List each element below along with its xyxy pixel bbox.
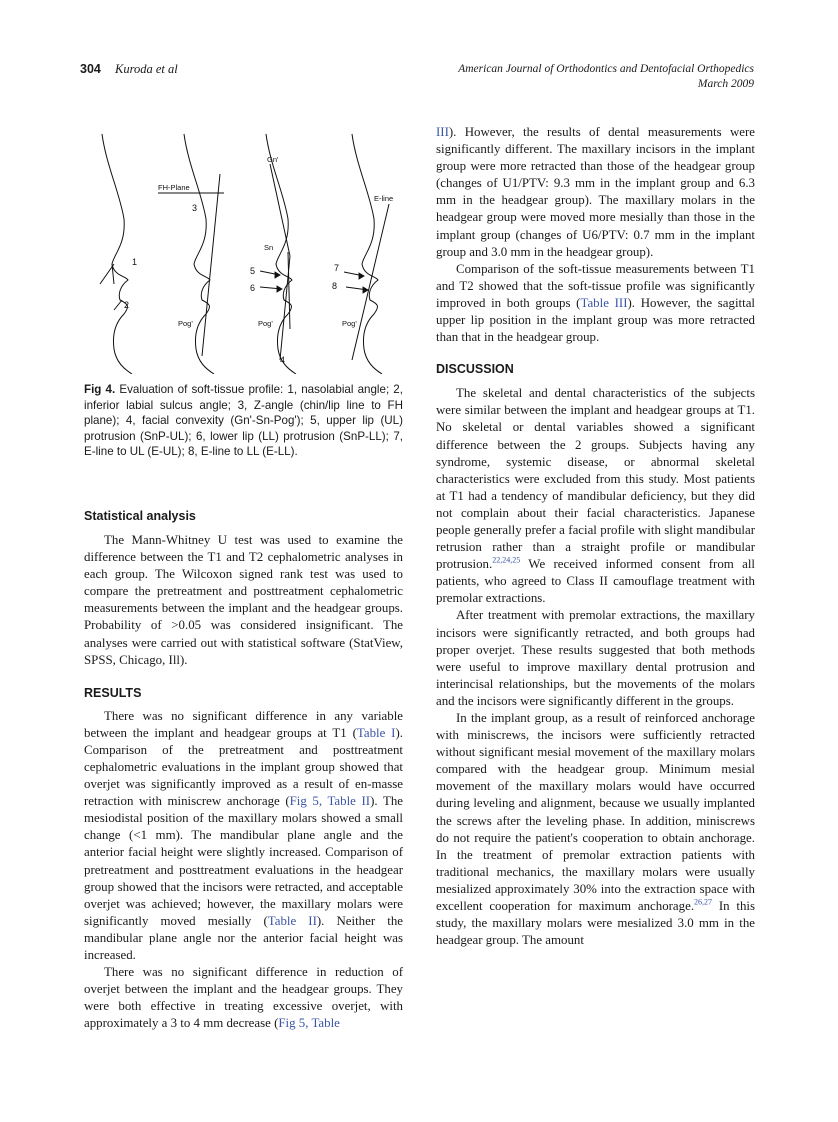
left-column [84, 124, 403, 1033]
ref-fig5-table[interactable]: Fig 5, Table [278, 1016, 340, 1031]
label-num-1: 1 [132, 257, 138, 267]
issue-date: March 2009 [697, 78, 754, 90]
label-num-3: 3 [192, 203, 198, 213]
label-pog-3: Pog' [258, 319, 273, 328]
page-number: 304 [80, 62, 101, 76]
discussion-paragraph-2: After treatment with premolar extractions, the maxillary incisors were significantly retracted, and both groups had proper overjet. These results suggested that both methods were useful to improve maxillary dental protrusion and interincisal relationships, but the movements of the molars and the incisors were significantly different in the groups. [436, 608, 755, 708]
discussion-paragraph-1: The skeletal and dental characteristics of the subjects were similar between the implant and headgear groups at T1. No skeletal or dental variables showed a significant difference between the 2 groups. Subjects having any syndrome, systemic disease, or abnormal skeletal characteristics were excluded from this study. Most patients at T1 had a tendency of mandibular deficiency, but they did not complain about their facial characteristics. Japanese people generally prefer a facial profile with slight mandibular retrusion rather than a straight profile or mandibular protrusion.$^{22,24,25}$ We received informed consent from all patients, who agreed to Class II camouflage treatment with premolar extractions. [436, 386, 755, 606]
label-num-2: 2 [124, 300, 130, 310]
nasolabial-line-b [100, 264, 114, 284]
caption-label: Fig 4. [84, 383, 116, 396]
ref-table-iii[interactable]: Table III [580, 295, 628, 310]
profile-outline-3 [266, 134, 296, 374]
discussion-paragraph-3: In the implant group, as a result of reinforced anchorage with miniscrews, the incisors were sufficiently retracted without significant mesial movement of the maxillary molars compared with the headgear group. Minimum mesial movement of the maxillary molars would have occurred during leveling and alignment, because we usually implanted the screws after the leveling phase. In addition, miniscrews do not require the patient's cooperation to obtain anchorage. In the treatment of premolar extraction patients with traditional mechanics, the maxillary molars were usually mesialized approximately 30% into the extraction space with excellent cooperation for maximum anchorage.$^{26,27}$ In this study, the maxillary molars were mesialized 3.0 mm in the headgear group. The amount [436, 711, 756, 948]
journal-title: American Journal of Orthodontics and Dentofacial Orthopedics [458, 63, 754, 75]
ref-citation-26-27[interactable]: 26,27 [694, 897, 713, 907]
page-header [80, 62, 754, 96]
soft-tissue-profile-drawing [84, 124, 403, 374]
ref-fig5-table-ii[interactable]: Fig 5, Table II [289, 794, 371, 809]
running-authors: Kuroda et al [115, 62, 178, 76]
label-num-8: 8 [332, 281, 338, 291]
figure-4-illustration [84, 124, 403, 374]
profile-outline-2 [184, 134, 214, 374]
label-e-line: E-line [374, 194, 394, 203]
results-paragraph-2: There was no significant difference in reduction of overjet between the implant and the headgear groups. They were both effective in treating excessive overjet, with approximately a 3 to 4 mm decrease (Fig 5, Table [84, 965, 403, 1031]
ref-table-ii[interactable]: Table II [267, 913, 317, 928]
figure-caption [84, 382, 403, 460]
results-heading: RESULTS [84, 685, 142, 700]
label-num-6: 6 [250, 283, 256, 293]
results-paragraph-1: There was no significant difference in any variable between the implant and headgear groups at T1 (Table I). Comparison of the pretreatment and posttreatment cephalometric evaluations in the implant group showed that overjet was significantly improved as a result of en-masse retraction with miniscrew anchorage (Fig 5, Table II). The mesiodistal position of the maxillary molars showed a small change (<1 mm). The mandibular plane angle and the anterior facial height were slightly increased. Comparison of pretreatment and posttreatment evaluations in the headgear group showed that the incisors were retracted, and acceptable overjet was achieved; however, the maxillary molars were significantly moved mesially (Table II). Neither the mandibular plane angle nor the anterior facial height was increased. [84, 708, 404, 963]
label-num-4: 4 [280, 355, 286, 365]
caption-text: Evaluation of soft-tissue profile: 1, nasolabial angle; 2, inferior labial sulcus angle; 3, Z-angle (chin/lip line to FH plane); 4, facial convexity (Gn'-Sn-Pog'); 5, upper lip (UL) protrusion (SnP-UL); 6, lower lip (LL) protrusion (SnP-LL); 7, E-line to UL (E-UL); 8, E-line to LL (E-LL). [84, 383, 403, 459]
sulcus-line [114, 300, 122, 310]
label-num-7: 7 [334, 263, 340, 273]
right-column [436, 124, 755, 949]
discussion-heading: DISCUSSION [436, 362, 514, 377]
label-pog-4: Pog' [342, 319, 357, 328]
label-gn: Gn' [267, 155, 279, 164]
label-sn: Sn [264, 243, 274, 252]
e-line [352, 204, 389, 360]
statistical-analysis-heading: Statistical analysis [84, 508, 196, 523]
label-num-5: 5 [250, 266, 256, 276]
ref-table-iii-cont[interactable]: III [436, 125, 449, 139]
z-line [202, 174, 220, 356]
journal-info [458, 62, 754, 92]
ref-citation-22-24-25[interactable]: 22,24,25 [492, 555, 521, 565]
label-pog-2: Pog' [178, 319, 193, 328]
profile-outline-1 [102, 134, 132, 374]
results-continuation: III). However, the results of dental measurements were significantly different. The maxillary incisors in the implant group were more retracted than those of the headgear group (changes of U1/PTV: 9.3 mm in the implant group and 6.3 mm in the headgear group). The maxillary molars in the headgear group were moved more mesially than those in the implant group (changes of U6/PTV: 0.7 mm in the implant group and 3.0 mm in the headgear group). [436, 125, 755, 259]
soft-tissue-paragraph: Comparison of the soft-tissue measurements between T1 and T2 showed that the soft-tissue profile was significantly improved in both groups (Table III). However, the sagittal upper lip position in the implant group was more retracted than that in the headgear group. [436, 261, 756, 345]
label-fh-plane: FH-Plane [158, 183, 190, 192]
ref-table-i[interactable]: Table I [356, 725, 396, 740]
statistical-analysis-text: The Mann-Whitney U test was used to examine the difference between the T1 and T2 cephalometric analyses in each group. The Wilcoxon signed rank test was used to compare the pretreatment and posttreatment cephalometric measurements between the implant and the headgear groups. Probability of >0.05 was considered insignificant. The analyses were carried out with statistical software (StatView, SPSS, Chicago, Ill). [84, 532, 403, 667]
